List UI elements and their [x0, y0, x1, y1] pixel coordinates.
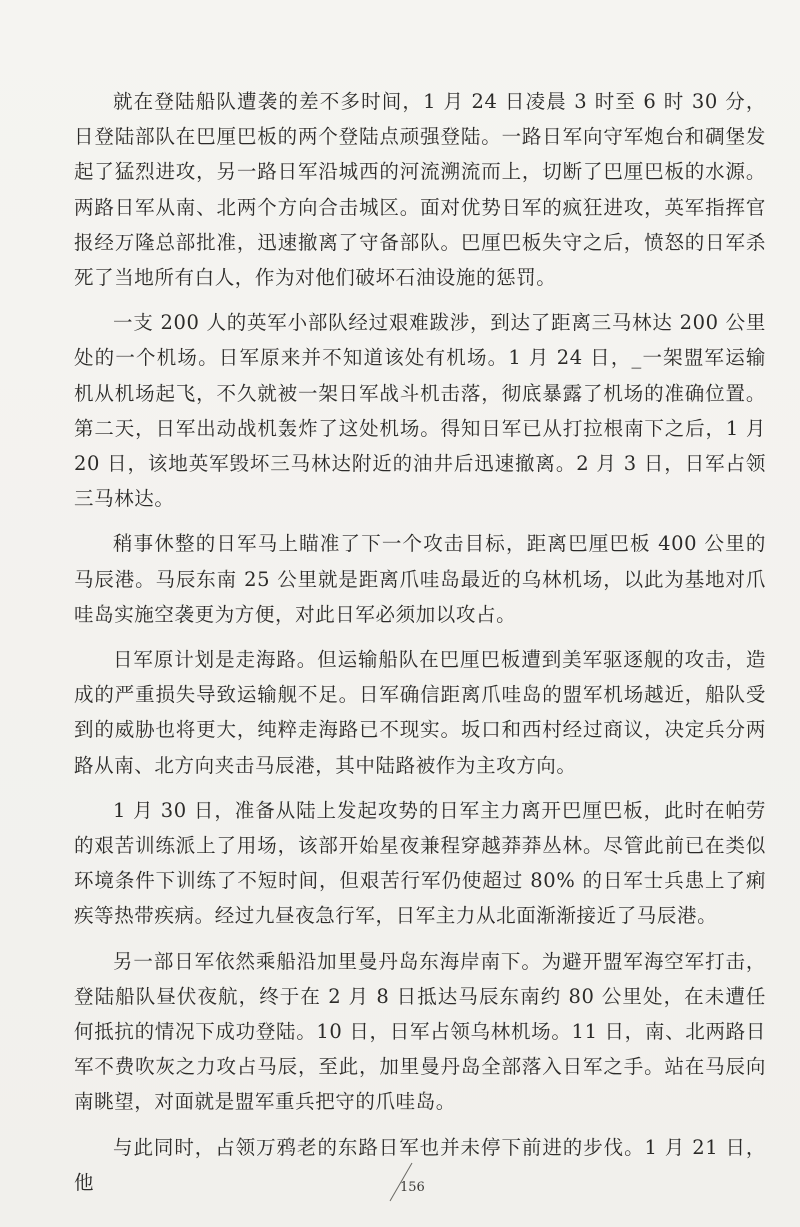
paragraph: 与此同时，占领万鸦老的东路日军也并未停下前进的步伐。1 月 21 日，他	[74, 1135, 766, 1194]
paragraph: 日军原计划是走海路。但运输船队在巴厘巴板遭到美军驱逐舰的攻击，造成的严重损失导致运输舰不足。日军确信距离爪哇岛的盟军机场越近，船队受到的威胁也将更大，纯粹走海路已不现实。坂口和西村经过商议，决定兵分两路从南、北方向夹击马辰港，其中陆路被作为主攻方向。	[74, 648, 766, 777]
body-text	[74, 84, 766, 1200]
page-footer	[0, 1160, 800, 1210]
page-number: 156	[400, 1180, 425, 1195]
paragraph: 一支 200 人的英军小部队经过艰难跋涉，到达了距离三马林达 200 公里处的一个机场。日军原来并不知道该处有机场。1 月 24 日，_一架盟军运输机从机场起飞，不久就被一架日军战斗机击落，彻底暴露了机场的准确位置。第二天，日军出动战机轰炸了这处机场。得知日军已从打拉根南下之后，1 月 20 日，该地英军毁坏三马林达附近的油井后迅速撤离。2 月 3 日，日军占领三马林达。	[74, 311, 766, 511]
paragraph: 1 月 30 日，准备从陆上发起攻势的日军主力离开巴厘巴板，此时在帕劳的艰苦训练派上了用场，该部开始星夜兼程穿越莽莽丛林。尽管此前已在类似环境条件下训练了不短时间，但艰苦行军仍使超过 80% 的日军士兵患上了痢疾等热带疾病。经过九昼夜急行军，日军主力从北面渐渐接近了马辰港。	[74, 798, 766, 928]
paragraph: 就在登陆船队遭袭的差不多时间，1 月 24 日凌晨 3 时至 6 时 30 分，日登陆部队在巴厘巴板的两个登陆点顽强登陆。一路日军向守军炮台和碉堡发起了猛烈进攻，另一路日军沿城西的河流溯流而上，切断了巴厘巴板的水源。两路日军从南、北两个方向合击城区。面对优势日军的疯狂进攻，英军指挥官报经万隆总部批准，迅速撤离了守备部队。巴厘巴板失守之后，愤怒的日军杀死了当地所有白人，作为对他们破坏石油设施的惩罚。	[74, 90, 766, 290]
paragraph: 稍事休整的日军马上瞄准了下一个攻击目标，距离巴厘巴板 400 公里的马辰港。马辰东南 25 公里就是距离爪哇岛最近的乌林机场，以此为基地对爪哇岛实施空袭更为方便，对此日军必须加以攻占。	[74, 532, 766, 626]
paragraph: 另一部日军依然乘船沿加里曼丹岛东海岸南下。为避开盟军海空军打击，登陆船队昼伏夜航，终于在 2 月 8 日抵达马辰东南约 80 公里处，在未遭任何抵抗的情况下成功登陆。10 日，日军占领乌林机场。11 日，南、北两路日军不费吹灰之力攻占马辰，至此，加里曼丹岛全部落入日军之手。站在马辰向南眺望，对面就是盟军重兵把守的爪哇岛。	[74, 949, 766, 1114]
